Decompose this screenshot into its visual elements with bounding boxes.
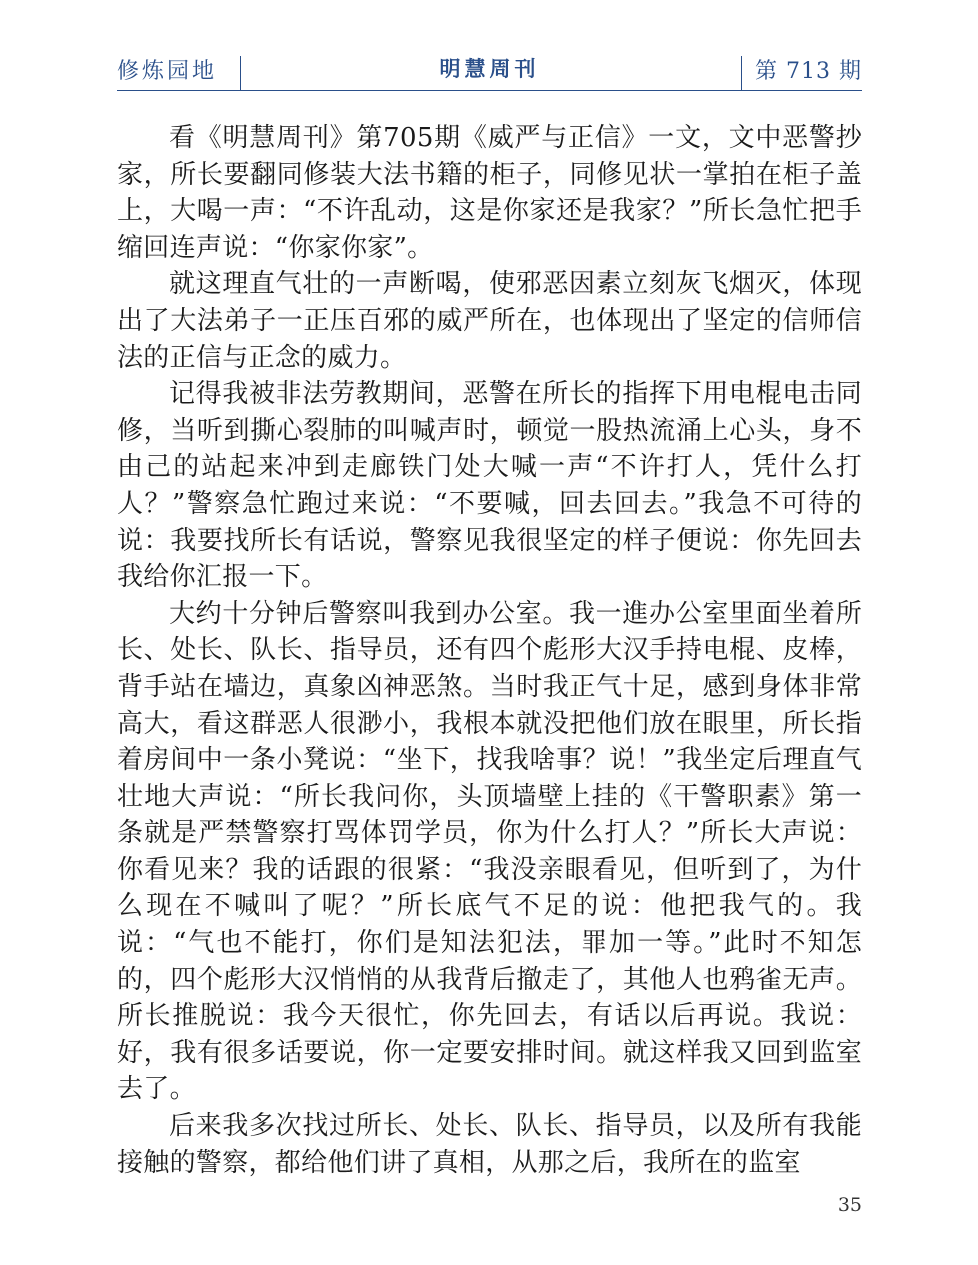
paragraph: 后来我多次找过所长、处长、队长、指导员，以及所有我能接触的警察，都给他们讲了真相，从那之后，我所在的监室 — [117, 1111, 862, 1178]
paragraph: 就这理直气壮的一声断喝，使邪恶因素立刻灰飞烟灭，体现出了大法弟子一正压百邪的威严所在，也体现出了坚定的信师信法的正信与正念的威力。 — [117, 269, 862, 373]
paragraph: 看《明慧周刊》第705期《威严与正信》一文，文中恶警抄家，所长要翻同修装大法书籍的柜子，同修见状一掌拍在柜子盖上，大喝一声：“不许乱动，这是你家还是我家？”所长急忙把手缩回连声说：“你家你家”。 — [117, 123, 862, 263]
article-body — [117, 120, 862, 1181]
paragraph: 记得我被非法劳教期间，恶警在所长的指挥下用电棍电击同修，当听到撕心裂肺的叫喊声时，顿觉一股热流涌上心头，身不由己的站起来冲到走廊铁门处大喊一声“不许打人，凭什么打人？”警察急忙跑过来说：“不要喊，回去回去。”我急不可待的说：我要找所长有话说，警察见我很坚定的样子便说：你先回去我给你汇报一下。 — [117, 379, 862, 593]
page-number: 35 — [837, 1194, 862, 1216]
paragraph: 大约十分钟后警察叫我到办公室。我一進办公室里面坐着所长、处长、队长、指导员，还有四个彪形大汉手持电棍、皮棒，背手站在墙边，真象凶神恶煞。当时我正气十足，感到身体非常高大，看这群恶人很渺小，我根本就没把他们放在眼里，所长指着房间中一条小凳说：“坐下，找我啥事？说！”我坐定后理直气壮地大声说：“所长我问你，头顶墙壁上挂的《干警职素》第一条就是严禁警察打骂体罚学员，你为什么打人？”所长大声说：你看见来？我的话跟的很紧：“我没亲眼看见，但听到了，为什么现在不喊叫了呢？”所长底气不足的说：他把我气的。我说：“气也不能打，你们是知法犯法，罪加一等。”此时不知怎的，四个彪形大汉悄悄的从我背后撤走了，其他人也鸦雀无声。所长推脱说：我今天很忙，你先回去，有话以后再说。我说：好，我有很多话要说，你一定要安排时间。就这样我又回到监室去了。 — [117, 598, 863, 1105]
issue-number: 第 713 期 — [755, 59, 862, 84]
header-divider-right — [741, 56, 742, 90]
section-name: 修炼园地 — [117, 59, 218, 84]
publication-title: 明慧周刊 — [439, 57, 540, 81]
page-header — [117, 48, 862, 91]
